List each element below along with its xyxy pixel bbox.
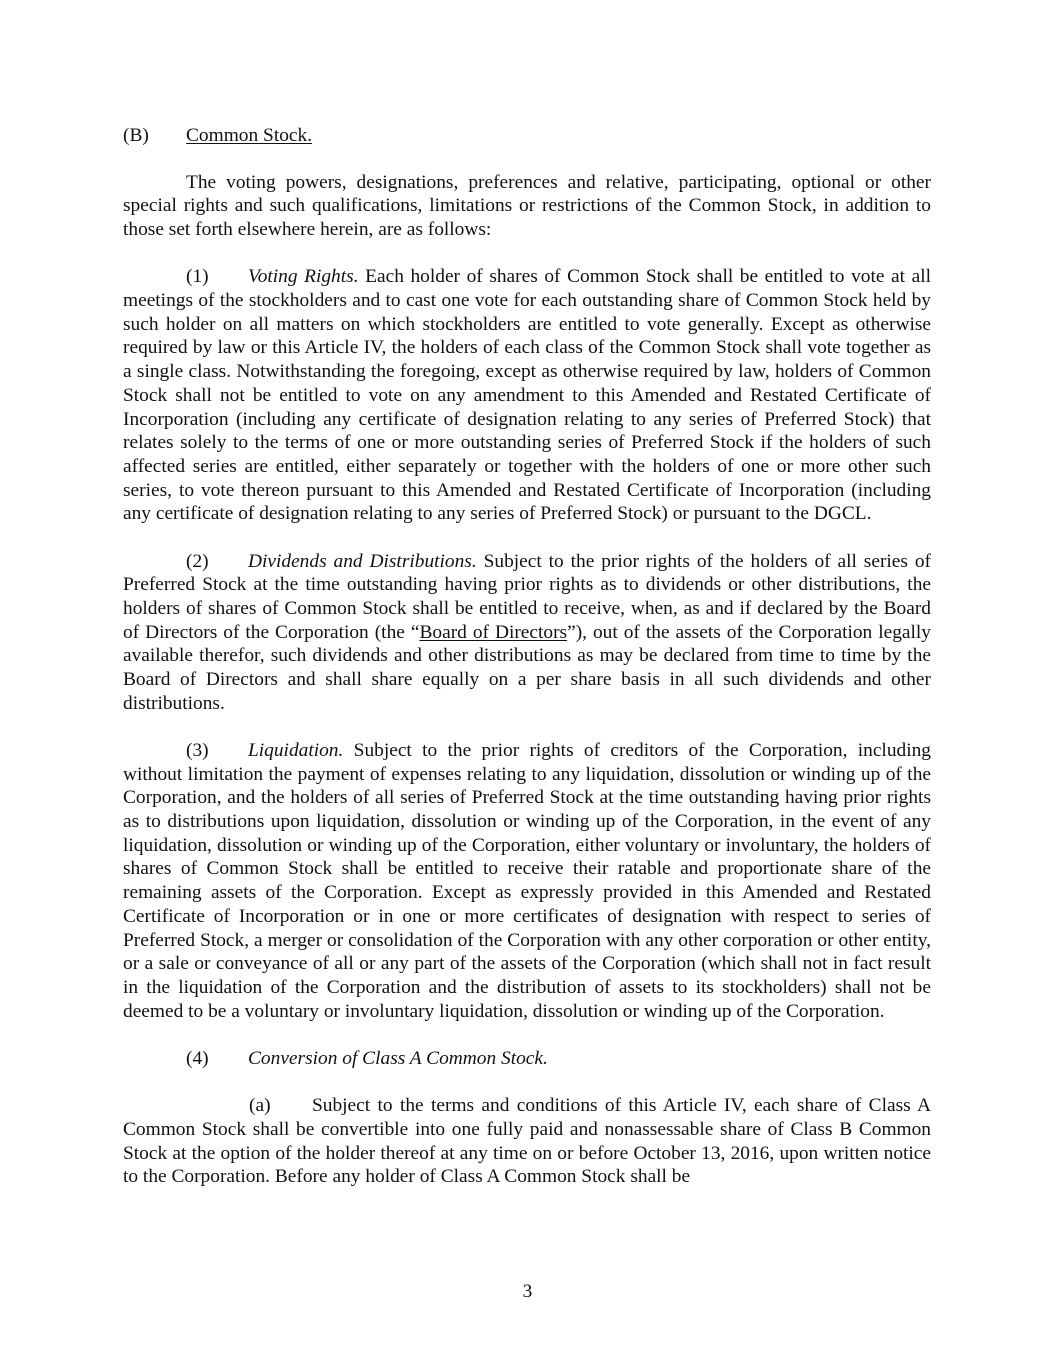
item-dividends-and-distributions [123,550,931,716]
item-conversion-heading [123,1047,931,1071]
page-number: 3 [522,1281,533,1302]
section-title: Common Stock. [186,125,313,146]
section-heading [123,124,931,148]
item-heading: Dividends and Distributions. [248,550,477,572]
subitem-number: (a) [249,1095,271,1117]
section-intro-paragraph: The voting powers, designations, preferences and relative, participating, optional or other special rights and such qualifications, limitations or restrictions of the Common Stock, in addition to those set forth elsewhere herein, are as follows: [123,171,931,241]
item-text: Each holder of shares of Common Stock shall be entitled to vote at all meetings of the stockholders and to cast one vote for each outstanding share of Common Stock held by such holder on all matters on which stockholders are entitled to vote generally. Except as otherwise required by law or this Article IV, the holders of each class of the Common Stock shall vote together as a single class. Notwithstanding the foregoing, except as otherwise required by law, holders of Common Stock shall not be entitled to vote on any amendment to this Amended and Restated Certificate of Incorporation (including any certificate of designation relating to any series of Preferred Stock) that relates solely to the terms of one or more outstanding series of Preferred Stock if the holders of such affected series are entitled, either separately or together with the holders of one or more other such series, to vote thereon pursuant to this Amended and Restated Certificate of Incorporation (including any certificate of designation relating to any series of Preferred Stock) or pursuant to the DGCL. [123,266,931,525]
item-number: (2) [186,550,209,572]
subitem-text: Subject to the terms and conditions of this Article IV, each share of Class A Common Stock shall be convertible into one fully paid and nonassessable share of Class B Common Stock at the option of the holder thereof at any time on or before October 13, 2016, upon written notice to the Corporation. Before any holder of Class A Common Stock shall be [123,1095,931,1188]
subitem-paragraph [123,1094,931,1189]
item-number: (4) [186,1047,209,1069]
item-text: Subject to the prior rights of creditors of the Corporation, including without limitation the payment of expenses relating to any liquidation, dissolution or winding up of the Corporation, and the holders of all series of Preferred Stock at the time outstanding having prior rights as to distributions upon liquidation, dissolution or winding up of the Corporation, in the event of any liquidation, dissolution or winding up of the Corporation, either voluntary or involuntary, the holders of shares of Common Stock shall be entitled to receive their ratable and proportionate share of the remaining assets of the Corporation. Except as expressly provided in this Amended and Restated Certificate of Incorporation or in one or more certificates of designation with respect to series of Preferred Stock, a merger or consolidation of the Corporation with any other corporation or other entity, or a sale or conveyance of all or any part of the assets of the Corporation (which shall not in fact result in the liquidation of the Corporation and the distribution of assets to its stockholders) shall not be deemed to be a voluntary or involuntary liquidation, dissolution or winding up of the Corporation. [123,739,931,1022]
item-heading: Liquidation. [248,739,344,761]
item-heading: Voting Rights. [248,266,359,288]
item-text-before: Subject to the prior rights of the holders of all series of Preferred Stock at the time outstanding having prior rights as to dividends or other distributions, the holders of shares of Common Stock shall be entitled to receive, when, as and if declared by the Board of Directors of the Corporation (the “ [123,550,931,643]
item-heading: Conversion of Class A Common Stock. [248,1047,548,1069]
item-number: (1) [186,266,209,288]
document-page [123,124,931,1189]
item-text-after: ”), out of the assets of the Corporation legally available therefor, such dividends and other distributions as may be declared from time to time by the Board of Directors and shall share equally on a per share basis in all such dividends and other distributions. [123,621,931,714]
defined-term: Board of Directors [419,621,568,643]
item-number: (3) [186,739,209,761]
item-voting-rights [123,265,931,526]
item-liquidation [123,739,931,1023]
section-number: (B) [123,125,149,146]
